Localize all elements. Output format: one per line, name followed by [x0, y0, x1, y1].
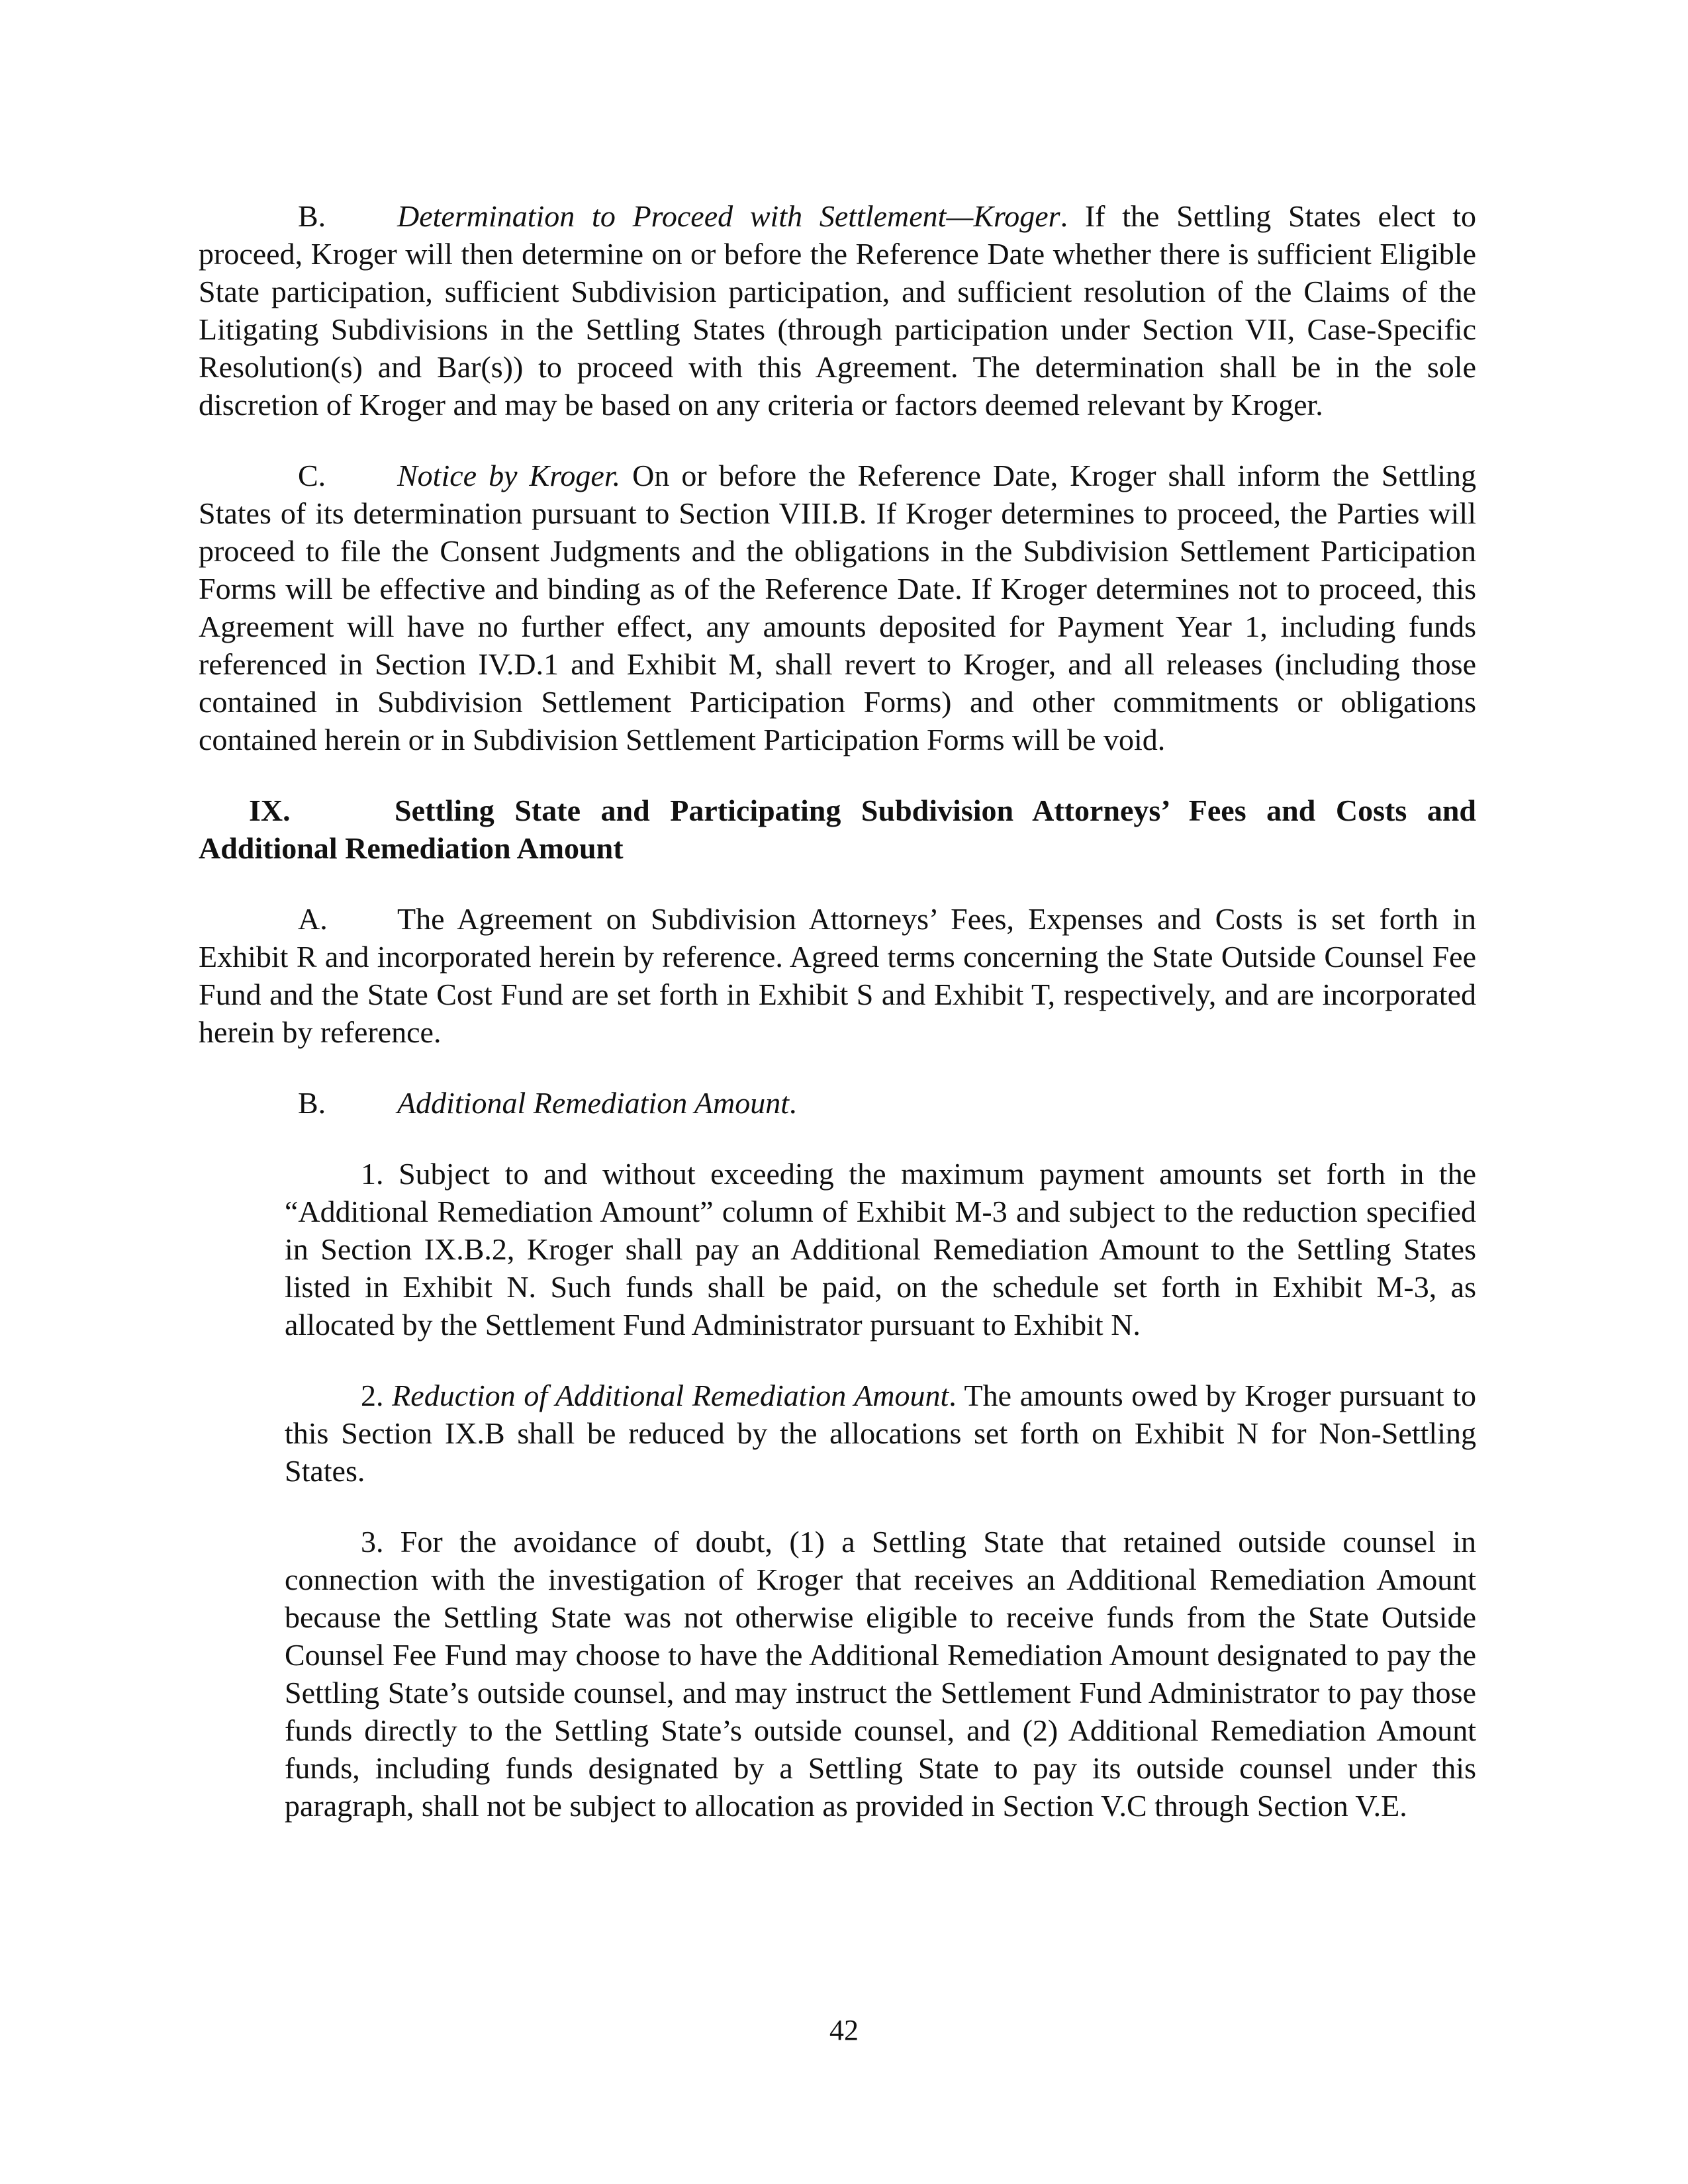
- item-1-text: 1. Subject to and without exceeding the maximum payment amounts set forth in the “Additional Remediation Amount” column of Exhibit M-3 and subject to the reduction specified in Section IX.B.2, Kroger shall pay an Additional Remediation Amount to the Settling States listed in Exhibit N. Such funds shall be paid, on the schedule set forth in Exhibit M-3, as allocated by the Settlement Fund Administrator pursuant to Exhibit N.: [285, 1157, 1476, 1342]
- item-1-paragraph: [285, 1155, 1476, 1343]
- section-c-marker: C.: [298, 459, 326, 492]
- section-ix-b-marker: B.: [298, 1086, 326, 1120]
- item-3-text: 3. For the avoidance of doubt, (1) a Settling State that retained outside counsel in connection with the investigation of Kroger that receives an Additional Remediation Amount because the Settling State was not otherwise eligible to receive funds from the State Outside Counsel Fee Fund may choose to have the Additional Remediation Amount designated to pay the Settling State’s outside counsel, and may instruct the Settlement Fund Administrator to pay those funds directly to the Settling State’s outside counsel, and (2) Additional Remediation Amount funds, including funds designated by a Settling State to pay its outside counsel under this paragraph, shall not be subject to allocation as provided in Section V.C through Section V.E.: [285, 1525, 1476, 1823]
- section-ix-b-title: Additional Remediation Amount: [397, 1086, 789, 1120]
- item-2-paragraph: [285, 1377, 1476, 1490]
- section-ix-a-paragraph: [199, 900, 1476, 1051]
- section-c-title: Notice by Kroger.: [397, 459, 621, 492]
- item-2-text: . The amounts owed by Kroger pursuant to this Section IX.B shall be reduced by the allocations set forth on Exhibit N for Non-Settling States.: [285, 1379, 1477, 1488]
- section-b-paragraph: [199, 197, 1476, 424]
- section-ix-number: IX.: [249, 794, 291, 827]
- item-2-prefix: 2.: [361, 1379, 393, 1412]
- item-3-paragraph: [285, 1523, 1476, 1825]
- section-b-text: . If the Settling States elect to proceed, Kroger will then determine on or before the Reference Date whether there is sufficient Eligible State participation, sufficient Subdivision participation, and sufficient resolution of the Claims of the Litigating Subdivisions in the Settling States (through participation under Section VII, Case-Specific Resolution(s) and Bar(s)) to proceed with this Agreement. The determination shall be in the sole discretion of Kroger and may be based on any criteria or factors deemed relevant by Kroger.: [199, 199, 1476, 422]
- document-page: [199, 197, 1476, 1825]
- item-2-title: Reduction of Additional Remediation Amount: [392, 1379, 949, 1412]
- section-b-title: Determination to Proceed with Settlement—Kroger: [397, 199, 1060, 233]
- section-ix-b-heading: [199, 1084, 1476, 1122]
- section-ix-heading: [199, 792, 1476, 867]
- section-c-text: On or before the Reference Date, Kroger shall inform the Settling States of its determination pursuant to Section VIII.B. If Kroger determines to proceed, the Parties will proceed to file the Consent Judgments and the obligations in the Subdivision Settlement Participation Forms will be effective and binding as of the Reference Date. If Kroger determines not to proceed, this Agreement will have no further effect, any amounts deposited for Payment Year 1, including funds referenced in Section IV.D.1 and Exhibit M, shall revert to Kroger, and all releases (including those contained in Subdivision Settlement Participation Forms) and other commitments or obligations contained herein or in Subdivision Settlement Participation Forms will be void.: [199, 459, 1476, 756]
- section-c-paragraph: [199, 457, 1476, 758]
- section-ix-a-marker: A.: [298, 902, 328, 936]
- section-ix-b-suffix: .: [788, 1086, 797, 1120]
- page-number: 42: [829, 2014, 859, 2046]
- section-ix-a-text: The Agreement on Subdivision Attorneys’ Fees, Expenses and Costs is set forth in Exhibit R and incorporated herein by reference. Agreed terms concerning the State Outside Counsel Fee Fund and the State Cost Fund are set forth in Exhibit S and Exhibit T, respectively, and are incorporated herein by reference.: [199, 902, 1476, 1049]
- section-b-marker: B.: [298, 199, 326, 233]
- section-ix-title: Settling State and Participating Subdivision Attorneys’ Fees and Costs and Additional Remediation Amount: [199, 794, 1476, 865]
